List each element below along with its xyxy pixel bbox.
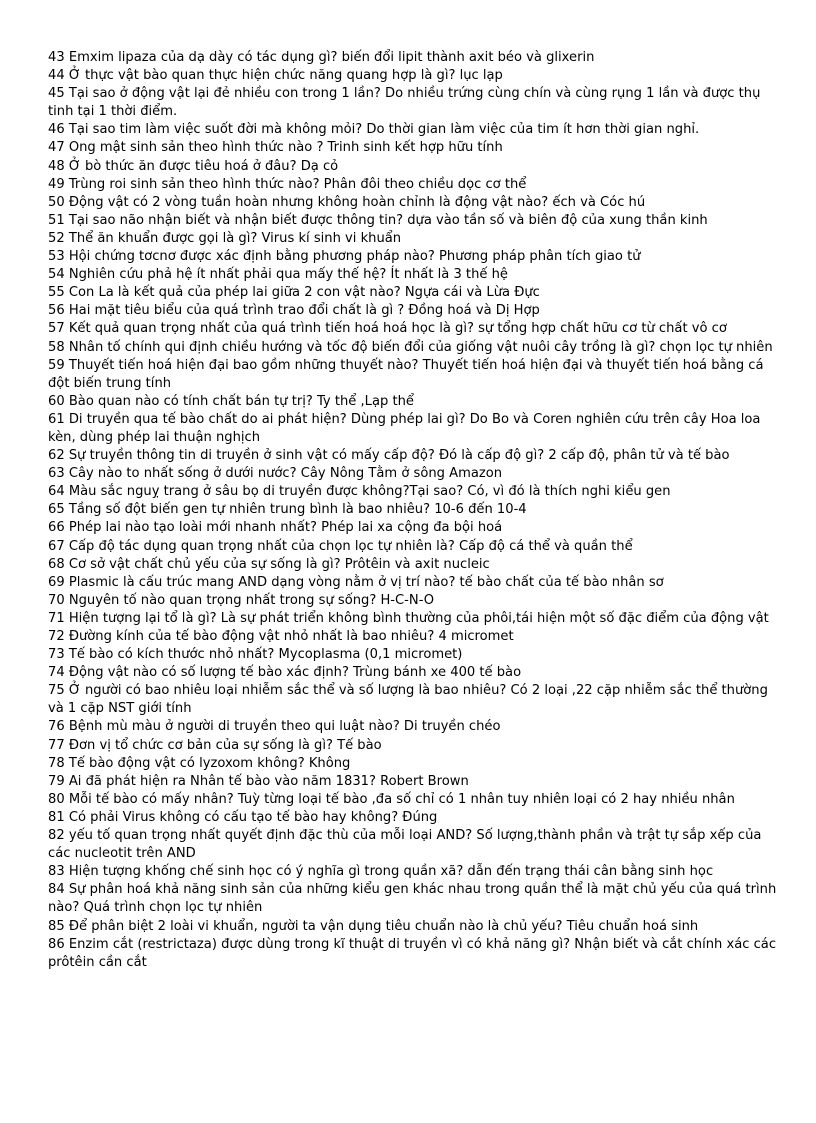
question-answer-item: 82 yếu tố quan trọng nhất quyết định đặc thù của mỗi loại AND? Số lượng,thành phần và trật tự sắp xếp của các nucleotit trên AND <box>48 828 762 862</box>
question-answer-item: 43 Emxim lipaza của dạ dày có tác dụng gì? biến đổi lipit thành axit béo và glixerin <box>48 50 595 65</box>
question-answer-item: 56 Hai mặt tiêu biểu của quá trình trao đổi chất là gì ? Đồng hoá và Dị Hợp <box>48 303 540 319</box>
question-answer-item: 64 Màu sắc nguỵ trang ở sâu bọ di truyền được không?Tại sao? Có, vì đó là thích nghi kiểu gen <box>48 484 671 500</box>
question-answer-item: 77 Đơn vị tổ chức cơ bản của sự sống là gì? Tế bào <box>48 737 382 753</box>
question-answer-item: 57 Kết quả quan trọng nhất của quá trình tiến hoá hoá học là gì? sự tổng hợp chất hữu cơ từ chất vô cơ <box>48 321 727 337</box>
question-answer-item: 61 Di truyền qua tế bào chất do ai phát hiện? Dùng phép lai gì? Do Bo và Coren nghiên cứu trên cây Hoa loa kèn, dùng phép lai thuận nghịch <box>48 411 761 445</box>
question-answer-item: 81 Có phải Virus không có cấu tạo tế bào hay không? Đúng <box>48 809 438 825</box>
question-answer-item: 51 Tại sao não nhận biết và nhận biết được thông tin? dựa vào tần số và biên độ của xung thần kinh <box>48 212 708 228</box>
question-answer-item: 53 Hội chứng tơcnơ được xác định bằng phương pháp nào? Phương pháp phân tích giao tử <box>48 249 641 265</box>
question-answer-item: 50 Động vật có 2 vòng tuần hoàn nhưng không hoàn chỉnh là động vật nào? ếch và Cóc hú <box>48 194 646 210</box>
question-answer-item: 60 Bào quan nào có tính chất bán tự trị? Ty thể ,Lạp thể <box>48 393 414 409</box>
question-answer-item: 49 Trùng roi sinh sản theo hình thức nào? Phân đôi theo chiều dọc cơ thể <box>48 176 527 192</box>
question-answer-item: 74 Động vật nào có số lượng tế bào xác định? Trùng bánh xe 400 tế bào <box>48 665 522 681</box>
question-answer-item: 48 Ở bò thức ăn được tiêu hoá ở đâu? Dạ cỏ <box>48 158 339 174</box>
question-answer-item: 78 Tế bào động vật có lyzoxom không? Không <box>48 755 351 771</box>
question-answer-item: 69 Plasmic là cấu trúc mang AND dạng vòng nằm ở vị trí nào? tế bào chất của tế bào nhân sơ <box>48 574 664 590</box>
question-answer-item: 55 Con La là kết quả của phép lai giữa 2 con vật nào? Ngựa cái và Lừa Đực <box>48 285 540 301</box>
question-answer-item: 68 Cơ sở vật chất chủ yếu của sự sống là gì? Prôtêin và axit nucleic <box>48 556 490 572</box>
question-answer-item: 71 Hiện tượng lại tổ là gì? Là sự phát triển không bình thường của phôi,tái hiện một số đặc điểm của động vật <box>48 610 769 626</box>
document-page <box>48 49 778 972</box>
question-answer-item: 44 Ở thực vật bào quan thực hiện chức năng quang hợp là gì? lục lạp <box>48 68 503 84</box>
question-answer-item: 65 Tầng số đột biến gen tự nhiên trung bình là bao nhiêu? 10-6 đến 10-4 <box>48 502 527 518</box>
question-answer-item: 79 Ai đã phát hiện ra Nhân tế bào vào năm 1831? Robert Brown <box>48 773 469 789</box>
question-answer-item: 45 Tại sao ở động vật lại đẻ nhiều con trong 1 lần? Do nhiều trứng cùng chín và cùng rụng 1 lần và được thụ tinh tại 1 thời điểm. <box>48 86 761 120</box>
question-answer-item: 70 Nguyên tố nào quan trọng nhất trong sự sống? H-C-N-O <box>48 592 435 608</box>
question-answer-item: 52 Thể ăn khuẩn được gọi là gì? Virus kí sinh vi khuẩn <box>48 230 402 246</box>
question-answer-item: 85 Để phân biệt 2 loài vi khuẩn, người ta vận dụng tiêu chuẩn nào là chủ yếu? Tiêu chuẩn hoá sinh <box>48 918 699 934</box>
question-answer-item: 84 Sự phân hoá khả năng sinh sản của những kiểu gen khác nhau trong quần thể là mặt chủ yếu của quá trình nào? Quá trình chọn lọc tự nhiên <box>48 882 777 916</box>
question-answer-item: 47 Ong mật sinh sản theo hình thức nào ? Trinh sinh kết hợp hữu tính <box>48 140 503 156</box>
question-answer-item: 67 Cấp độ tác dụng quan trọng nhất của chọn lọc tự nhiên là? Cấp độ cá thể và quần thể <box>48 538 633 554</box>
question-answer-item: 75 Ở người có bao nhiêu loại nhiễm sắc thể và số lượng là bao nhiêu? Có 2 loại ,22 cặp nhiễm sắc thể thường và 1 cặp NST giới tính <box>48 683 768 717</box>
question-answer-item: 46 Tại sao tim làm việc suốt đời mà không mỏi? Do thời gian làm việc của tim ít hơn thời gian nghỉ. <box>48 122 700 138</box>
question-answer-item: 80 Mỗi tế bào có mấy nhân? Tuỳ từng loại tế bào ,đa số chỉ có 1 nhân tuy nhiên loại có 2 hay nhiều nhân <box>48 791 735 807</box>
question-answer-item: 66 Phép lai nào tạo loài mới nhanh nhất? Phép lai xa cộng đa bội hoá <box>48 520 503 536</box>
question-answer-item: 83 Hiện tượng khống chế sinh học có ý nghĩa gì trong quần xã? dẫn đến trạng thái cân bằng sinh học <box>48 864 714 880</box>
question-answer-item: 54 Nghiên cứu phả hệ ít nhất phải qua mấy thế hệ? Ít nhất là 3 thế hệ <box>48 267 508 283</box>
question-answer-item: 63 Cây nào to nhất sống ở dưới nước? Cây Nông Tằm ở sông Amazon <box>48 466 503 482</box>
question-answer-item: 86 Enzim cắt (restrictaza) được dùng trong kĩ thuật di truyền vì có khả năng gì? Nhận biết và cắt chính xác các prôtêin cần cắt <box>48 936 777 970</box>
question-answer-item: 62 Sự truyền thông tin di truyền ở sinh vật có mấy cấp độ? Đó là cấp độ gì? 2 cấp độ, phân tử và tế bào <box>48 448 730 464</box>
question-answer-item: 76 Bệnh mù màu ở người di truyền theo qui luật nào? Di truyền chéo <box>48 719 501 735</box>
question-answer-item: 58 Nhân tố chính qui định chiều hướng và tốc độ biến đổi của giống vật nuôi cây trồng là gì? chọn lọc tự nhiên <box>48 339 773 355</box>
question-answer-item: 73 Tế bào có kích thước nhỏ nhất? Mycoplasma (0,1 micromet) <box>48 647 463 663</box>
question-answer-item: 72 Đường kính của tế bào động vật nhỏ nhất là bao nhiêu? 4 micromet <box>48 629 514 644</box>
question-answer-item: 59 Thuyết tiến hoá hiện đại bao gồm những thuyết nào? Thuyết tiến hoá hiện đại và thuyết tiến hoá bằng cá đột biến trung tính <box>48 357 764 391</box>
